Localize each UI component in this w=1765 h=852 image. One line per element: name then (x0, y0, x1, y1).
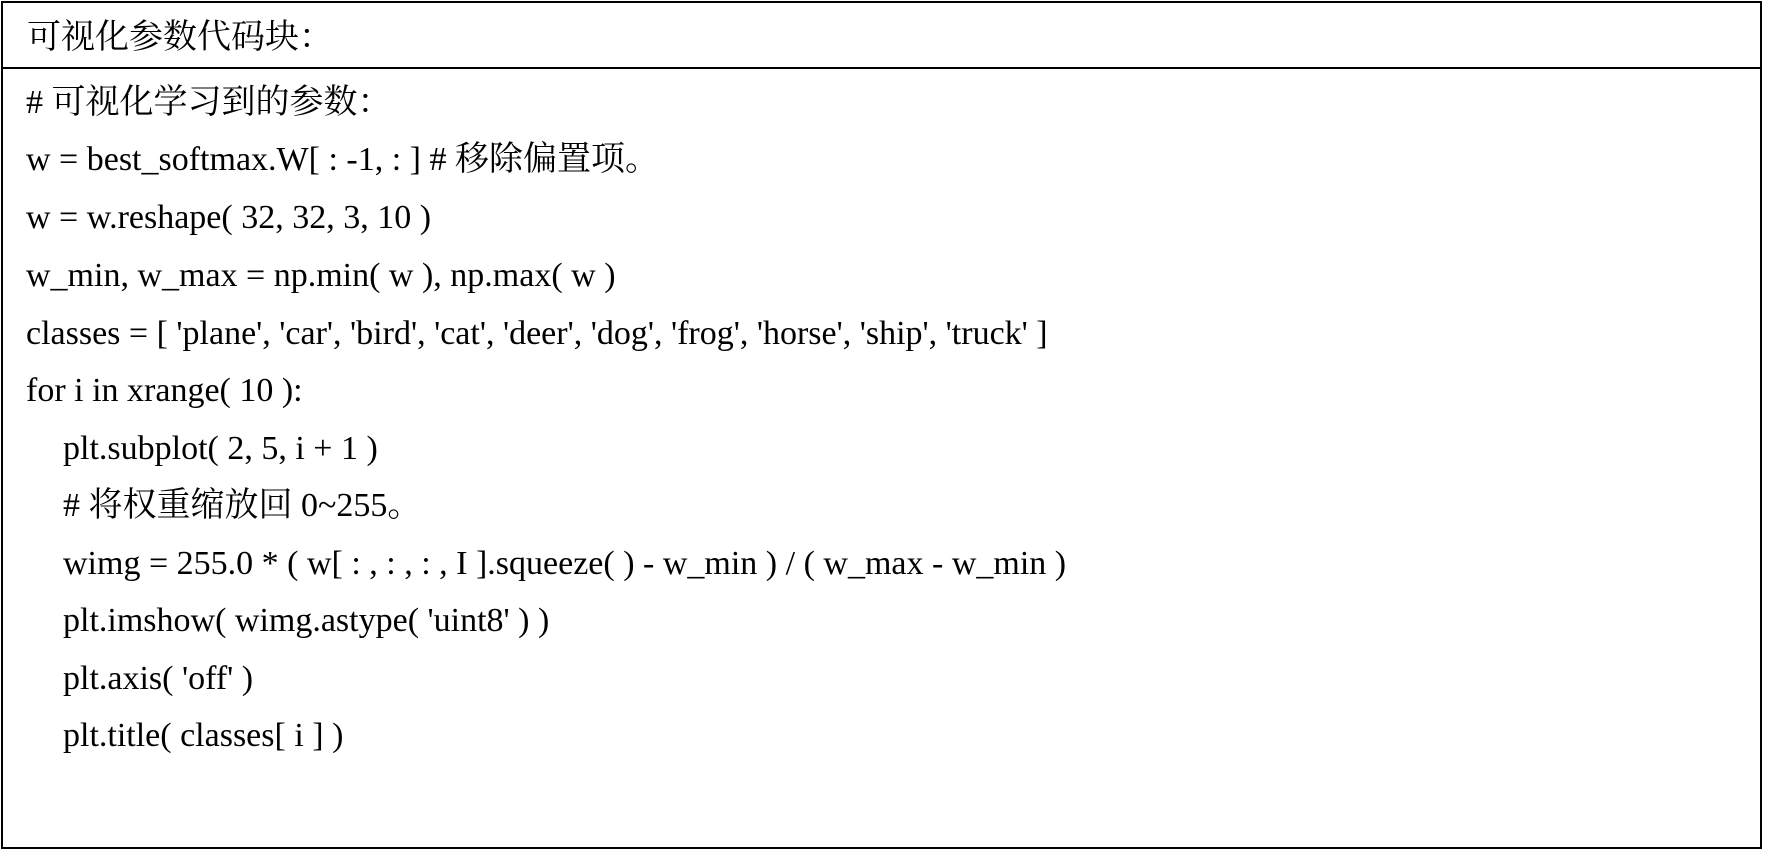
code-block-title: 可视化参数代码块： (27, 19, 333, 56)
code-block-body (3, 69, 1760, 847)
code-line: # 可视化学习到的参数： (26, 84, 392, 121)
table-header (3, 3, 1760, 69)
code-line: # 将权重缩放回 0~255。 (63, 487, 422, 524)
code-line: plt.axis( 'off' ) (63, 660, 254, 697)
code-line: plt.title( classes[ i ] ) (63, 717, 344, 754)
code-line: w = best_softmax.W[ : -1, : ] # 移除偏置项。 (26, 141, 659, 178)
code-line: for i in xrange( 10 ): (26, 372, 303, 409)
code-block-table (1, 1, 1762, 849)
code-line: wimg = 255.0 * ( w[ : , : , : , I ].squeeze( ) - w_min ) / ( w_max - w_min ) (63, 545, 1067, 582)
code-line: classes = [ 'plane', 'car', 'bird', 'cat', 'deer', 'dog', 'frog', 'horse', 'ship', 'truck' ] (26, 315, 1048, 352)
code-line: w_min, w_max = np.min( w ), np.max( w ) (26, 257, 616, 294)
code-line: plt.subplot( 2, 5, i + 1 ) (63, 430, 378, 467)
code-line: w = w.reshape( 32, 32, 3, 10 ) (26, 199, 432, 236)
code-line: plt.imshow( wimg.astype( 'uint8' ) ) (63, 602, 550, 639)
